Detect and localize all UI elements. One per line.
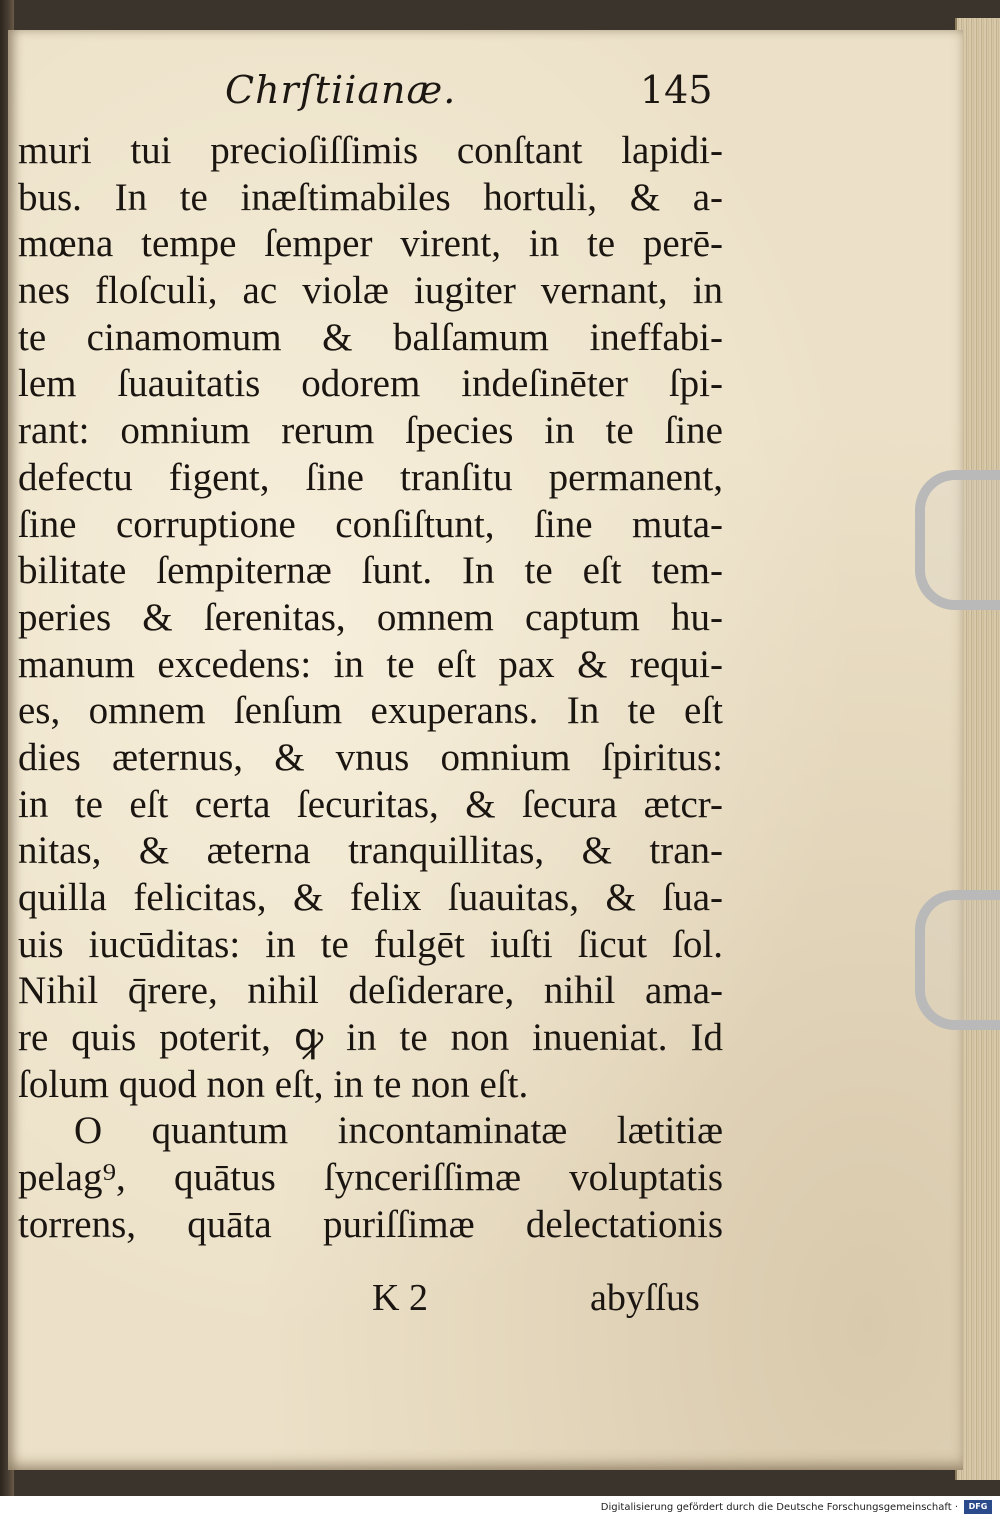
- page-clip-bottom: [915, 890, 1000, 1030]
- running-head: Chrſtiianæ.: [225, 68, 457, 112]
- text-line: manum excedens: in te eſt pax & requi-: [18, 642, 723, 686]
- text-line: dies æternus, & vnus omnium ſpiritus:: [18, 735, 723, 779]
- text-line: mœna tempe ſemper virent, in te perē-: [18, 222, 723, 266]
- text-line: re quis poterit, ꝙ in te non inueniat. Id: [18, 1016, 723, 1060]
- text-line: peries & ſerenitas, omnem captum hu-: [18, 595, 723, 639]
- footer-credit: Digitalisierung gefördert durch die Deutsche Forschungsgemeinschaft ·: [600, 1502, 958, 1513]
- text-line: uis iucūditas: in te fulgēt iuſti ſicut ſol.: [18, 922, 723, 966]
- signature-mark: K 2: [372, 1277, 428, 1319]
- text-line: in te eſt certa ſecuritas, & ſecura ætcr-: [18, 782, 723, 826]
- text-block: [18, 128, 723, 1249]
- text-line: nitas, & æterna tranquillitas, & tran-: [18, 829, 723, 873]
- dfg-logo: DFG: [964, 1500, 992, 1514]
- text-line: bilitate ſempiternæ ſunt. In te eſt tem-: [18, 549, 723, 593]
- catchword: abyſſus: [590, 1277, 700, 1319]
- page-number: 145: [640, 68, 713, 112]
- text-line: ſine corruptione conſiſtunt, ſine muta-: [18, 502, 723, 546]
- text-line: O quantum incontaminatæ lætitiæ: [74, 1109, 723, 1153]
- text-line: quilla felicitas, & felix ſuauitas, & ſua-: [18, 876, 723, 919]
- text-line: nes floſculi, ac violæ iugiter vernant, in: [18, 269, 723, 313]
- text-line: es, omnem ſenſum exuperans. In te eſt: [18, 689, 723, 733]
- text-line: torrens, quāta puriſſimæ delectationis: [18, 1202, 723, 1246]
- text-line: Nihil q̄rere, nihil deſiderare, nihil ama-: [18, 969, 723, 1013]
- text-line: rant: omnium rerum ſpecies in te ſine: [18, 409, 723, 453]
- text-line: ſolum quod non eſt, in te non eſt.: [18, 1062, 529, 1106]
- page-clip-top: [915, 470, 1000, 610]
- text-line: te cinamomum & balſamum ineffabi-: [18, 315, 723, 359]
- text-line: bus. In te inæſtimabiles hortuli, & a-: [18, 175, 723, 219]
- text-line: defectu figent, ſine tranſitu permanent,: [18, 455, 723, 499]
- text-line: pelag⁹, quātus ſynceriſſimæ voluptatis: [18, 1156, 723, 1200]
- text-line: muri tui precioſiſſimis conſtant lapidi-: [18, 129, 723, 172]
- text-line: lem ſuauitatis odorem indeſinēter ſpi-: [18, 362, 723, 406]
